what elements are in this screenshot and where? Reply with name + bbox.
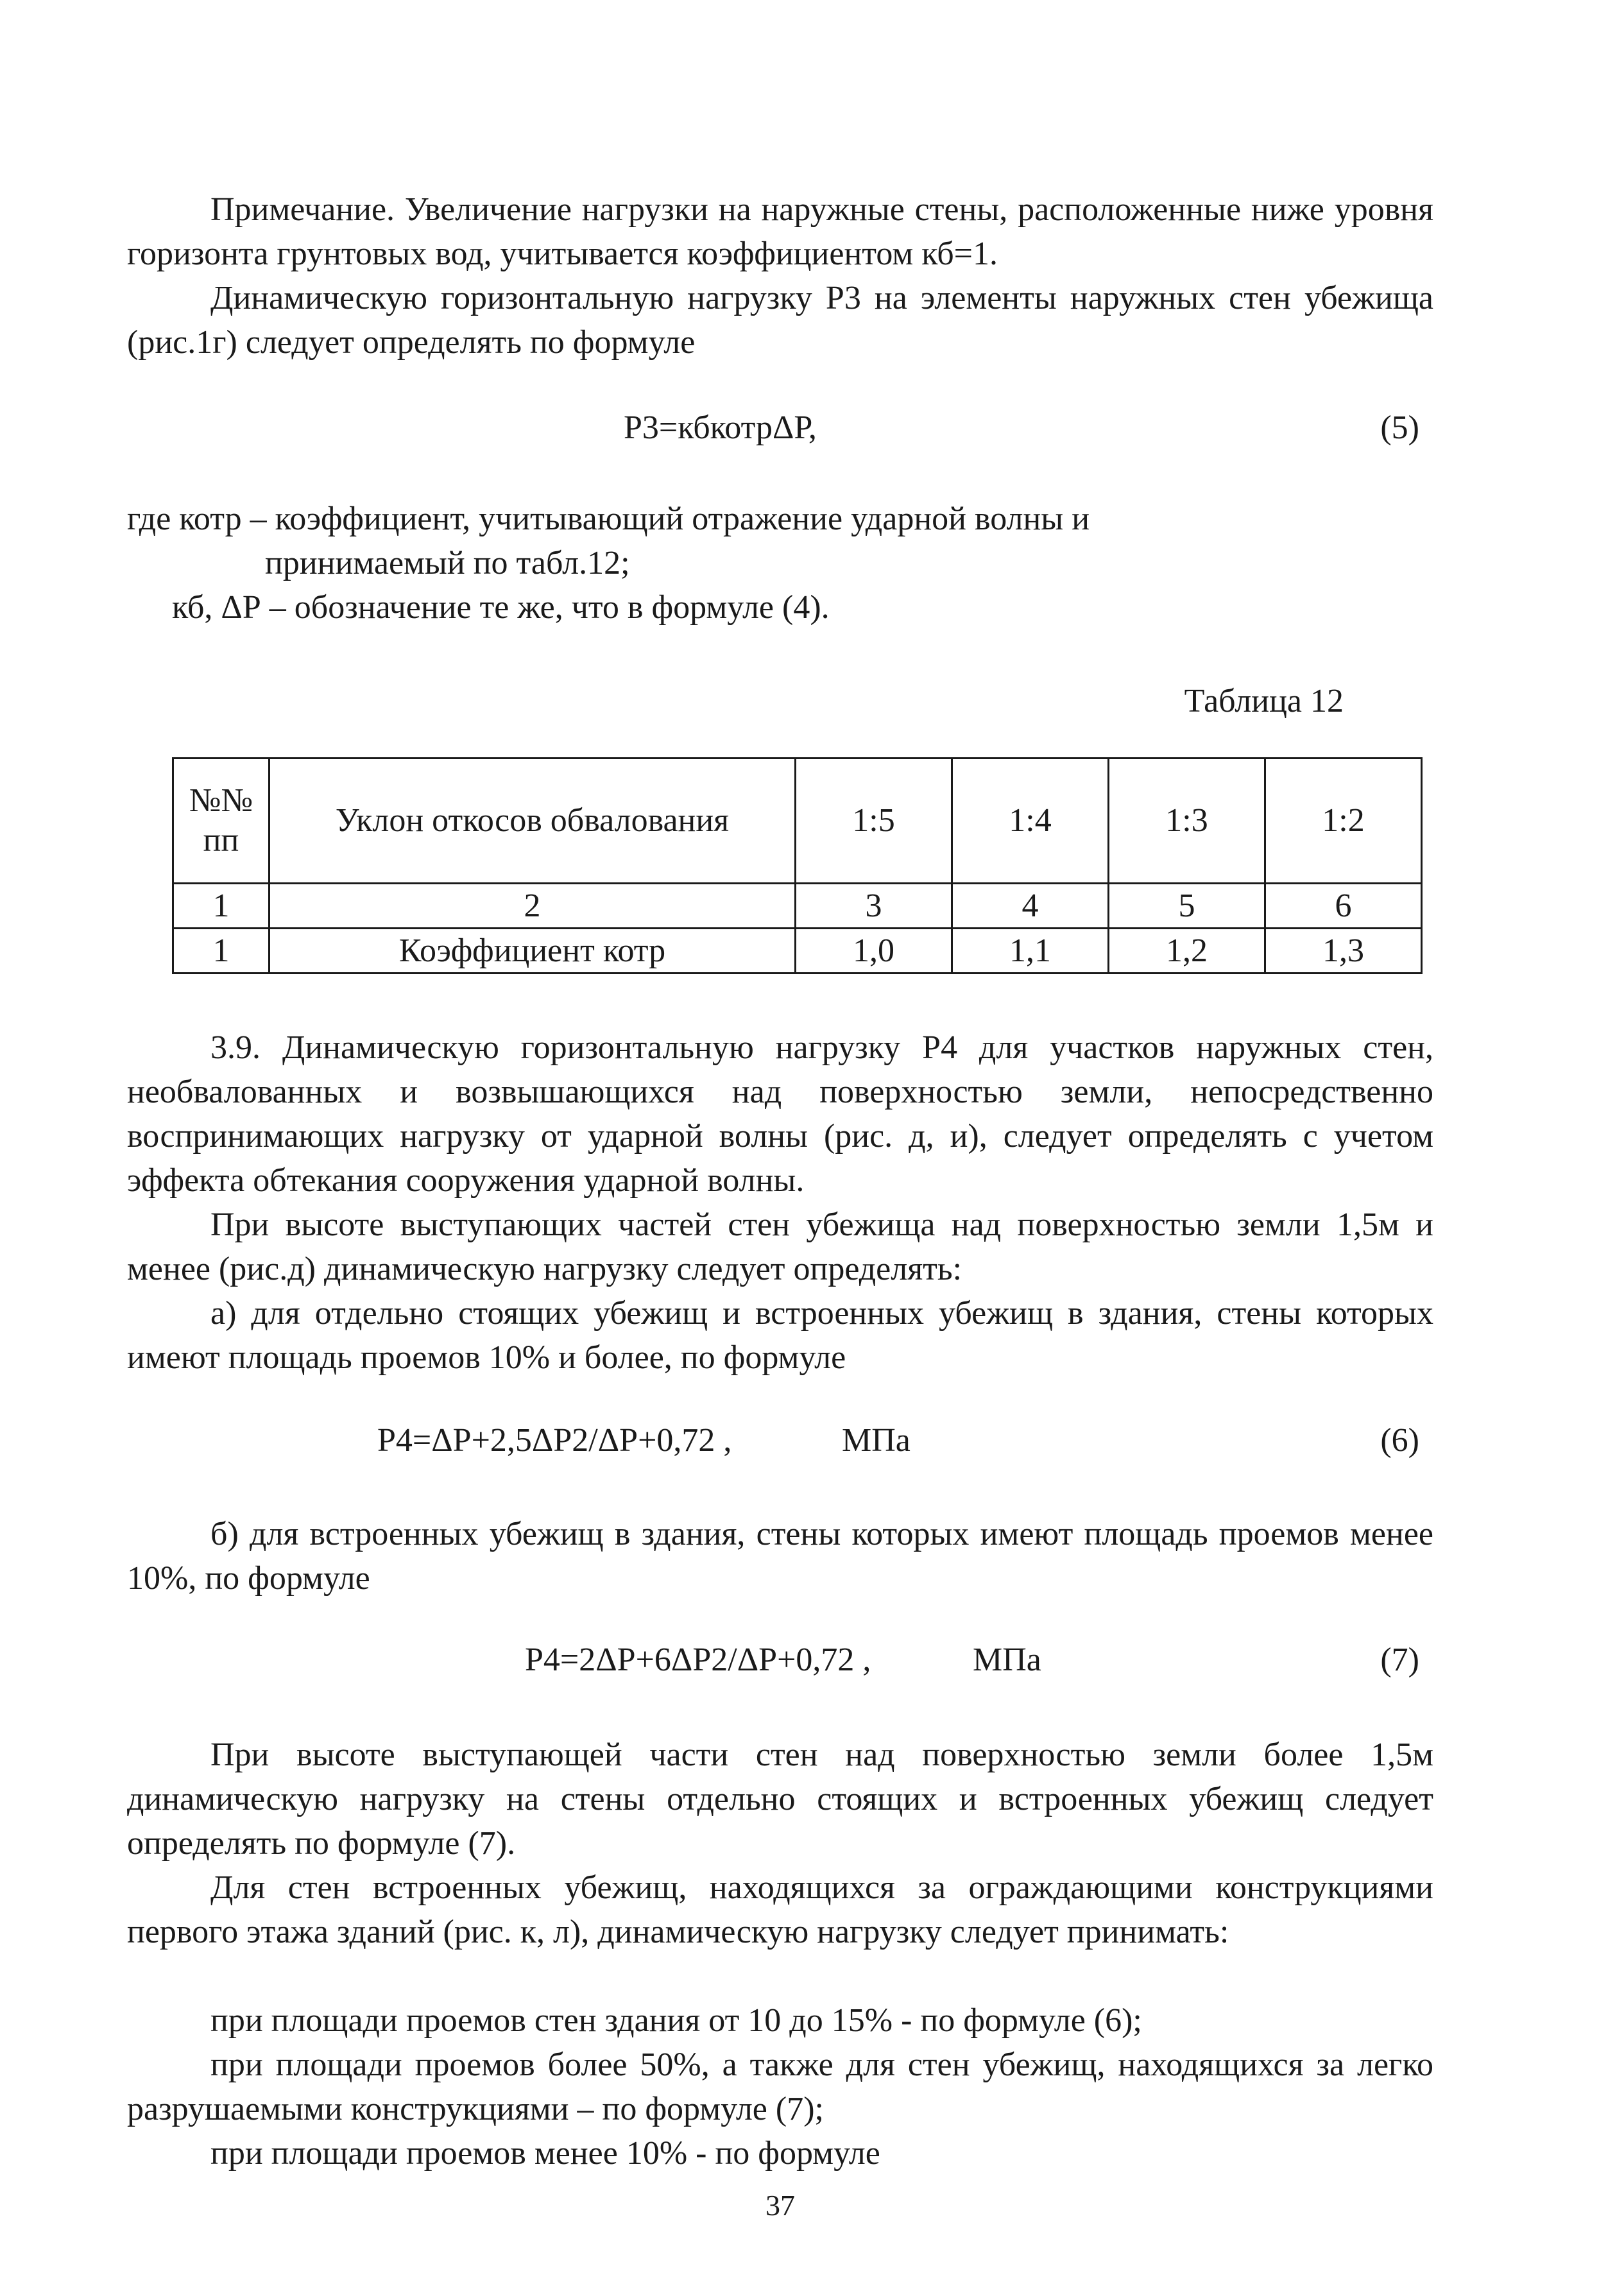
formula-7-number: (7) bbox=[1380, 1642, 1419, 1678]
col-number-cell: 2 bbox=[269, 884, 796, 929]
formula-7-unit: МПа bbox=[973, 1642, 1041, 1678]
list-item-1: при площади проемов стен здания от 10 до 15% - по формуле (6); bbox=[210, 2002, 1142, 2039]
col-number-cell: 5 bbox=[1109, 884, 1265, 929]
list-item-2: при площади проемов более 50%, а также для стен убежищ, находящихся за легко разрушаемыми конструкциями – по формуле (7); bbox=[127, 2046, 1433, 2127]
col-number-cell: 4 bbox=[952, 884, 1109, 929]
header-cell-1-5: 1:5 bbox=[796, 759, 952, 884]
formula-5: Р3=кбкотрΔР, bbox=[624, 409, 817, 446]
col-number-cell: 6 bbox=[1265, 884, 1422, 929]
item-b-paragraph: б) для встроенных убежищ в здания, стены которых имеют площадь проемов менее 10%, по формуле bbox=[127, 1516, 1433, 1597]
height-over-paragraph: При высоте выступающей части стен над поверхностью земли более 1,5м динамическую нагрузку на стены отдельно стоящих и встроенных убежищ следует определять по формуле (7). bbox=[127, 1737, 1433, 1862]
table-cell: 1,0 bbox=[796, 929, 952, 974]
formula-6-unit: МПа bbox=[842, 1422, 910, 1459]
table-cell: 1,2 bbox=[1109, 929, 1265, 974]
height-paragraph: При высоте выступающих частей стен убежища над поверхностью земли 1,5м и менее (рис.д) динамическую нагрузку следует определять: bbox=[127, 1206, 1433, 1287]
note-paragraph: Примечание. Увеличение нагрузки на наружные стены, расположенные ниже уровня горизонта грунтовых вод, учитывается коэффициентом кб=1. bbox=[127, 191, 1433, 272]
header-cell-1-4: 1:4 bbox=[952, 759, 1109, 884]
coefficient-table bbox=[172, 757, 1423, 974]
col-number-cell: 1 bbox=[173, 884, 269, 929]
table-cell: 1 bbox=[173, 929, 269, 974]
dynamic-load-p3-paragraph: Динамическую горизонтальную нагрузку Р3 на элементы наружных стен убежища (рис.1г) следует определять по формуле bbox=[127, 280, 1433, 361]
header-cell-number: №№ пп bbox=[173, 759, 269, 884]
built-in-walls-paragraph: Для стен встроенных убежищ, находящихся за ограждающими конструкциями первого этажа зданий (рис. к, л), динамическую нагрузку следует принимать: bbox=[127, 1869, 1433, 1950]
where-line-3: кб, ΔР – обозначение те же, что в формуле (4). bbox=[172, 589, 830, 626]
formula-7: Р4=2ΔР+6ΔР2/ΔР+0,72 , bbox=[525, 1642, 871, 1678]
table-column-numbers-row bbox=[173, 884, 1422, 929]
where-line-1: где котр – коэффициент, учитывающий отражение ударной волны и bbox=[127, 501, 1090, 537]
table-cell: 1,3 bbox=[1265, 929, 1422, 974]
col-number-cell: 3 bbox=[796, 884, 952, 929]
table-header-row bbox=[173, 759, 1422, 884]
page-number: 37 bbox=[765, 2189, 795, 2222]
formula-6-number: (6) bbox=[1380, 1422, 1419, 1459]
table-cell: Коэффициент котр bbox=[269, 929, 796, 974]
where-line-2: принимаемый по табл.12; bbox=[265, 545, 630, 581]
table-data-row bbox=[173, 929, 1422, 974]
header-cell-1-3: 1:3 bbox=[1109, 759, 1265, 884]
table-cell: 1,1 bbox=[952, 929, 1109, 974]
header-cell-slope: Уклон откосов обвалования bbox=[269, 759, 796, 884]
table-caption: Таблица 12 bbox=[1184, 683, 1344, 719]
item-a-paragraph: а) для отдельно стоящих убежищ и встроенных убежищ в здания, стены которых имеют площадь проемов 10% и более, по формуле bbox=[127, 1295, 1433, 1376]
header-cell-1-2: 1:2 bbox=[1265, 759, 1422, 884]
formula-5-number: (5) bbox=[1380, 409, 1419, 446]
section-3-9-paragraph: 3.9. Динамическую горизонтальную нагрузку Р4 для участков наружных стен, необвалованных и возвышающихся над поверхностью земли, непосредственно воспринимающих нагрузку от ударной волны (рис. д, и), следует определять с учетом эффекта обтекания сооружения ударной волны. bbox=[127, 1029, 1433, 1199]
document-page bbox=[127, 0, 1433, 2273]
formula-6: Р4=ΔР+2,5ΔР2/ΔР+0,72 , bbox=[377, 1422, 732, 1459]
list-item-3: при площади проемов менее 10% - по формуле bbox=[210, 2135, 880, 2172]
